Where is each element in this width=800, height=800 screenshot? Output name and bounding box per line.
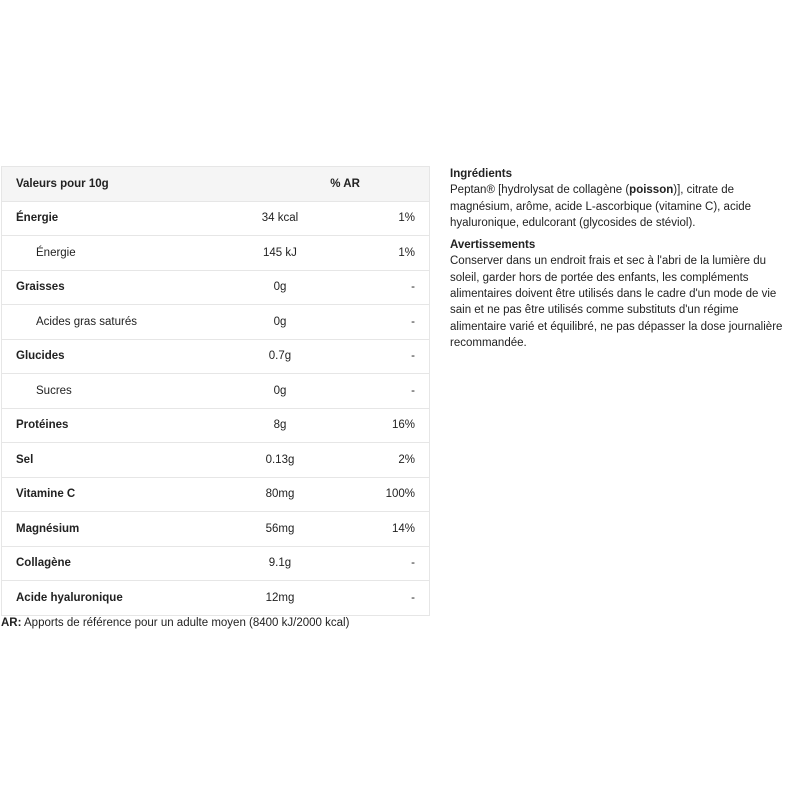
- nutrient-ar: -: [330, 339, 429, 374]
- nutrient-amount: 56mg: [230, 512, 331, 547]
- nutrition-row: [2, 443, 430, 478]
- nutrient-amount: 0g: [230, 374, 331, 409]
- nutrition-row: [2, 477, 430, 512]
- nutrition-table: [1, 166, 430, 616]
- nutrition-row: [2, 201, 430, 236]
- nutrient-amount: 145 kJ: [230, 236, 331, 271]
- nutrition-table-body: [2, 201, 430, 615]
- header-amount: [230, 167, 331, 202]
- warnings-text: Conserver dans un endroit frais et sec à l'abri de la lumière du soleil, garder hors de portée des enfants, les compléments alimentaires doivent être utilisés dans le cadre d'un mode de vie sain et ne pas être utilisés comme substituts d'un régime alimentaire varié et équilibré, ne pas dépasser la dose journalière recommandée.: [450, 255, 783, 349]
- nutrient-name: Graisses: [2, 270, 230, 305]
- nutrition-row: [2, 512, 430, 547]
- warnings-title: Avertissements: [450, 239, 536, 252]
- ar-footnote: [1, 617, 349, 629]
- nutrient-ar: 100%: [330, 477, 429, 512]
- nutrition-row: [2, 581, 430, 616]
- nutrient-ar: 2%: [330, 443, 429, 478]
- nutrient-amount: 12mg: [230, 581, 331, 616]
- ingredients-text: [450, 182, 792, 231]
- nutrient-name: Acides gras saturés: [2, 305, 230, 340]
- nutrient-amount: 8g: [230, 408, 331, 443]
- nutrition-row: [2, 339, 430, 374]
- product-details: [450, 166, 792, 357]
- nutrient-ar: 1%: [330, 236, 429, 271]
- nutrient-name: Collagène: [2, 546, 230, 581]
- footnote-label: AR:: [1, 617, 22, 629]
- nutrient-amount: 0g: [230, 305, 331, 340]
- nutrient-amount: 0.13g: [230, 443, 331, 478]
- nutrient-amount: 9.1g: [230, 546, 331, 581]
- nutrient-ar: -: [330, 581, 429, 616]
- nutrient-ar: -: [330, 546, 429, 581]
- nutrient-ar: 1%: [330, 201, 429, 236]
- nutrient-amount: 34 kcal: [230, 201, 331, 236]
- nutrient-ar: -: [330, 374, 429, 409]
- nutrient-ar: 16%: [330, 408, 429, 443]
- ingredients-text-after: )], citrate de magnésium, arôme, acide L-ascorbique (vitamine C), acide hyaluronique, edulcorant (glycosides de stéviol).: [450, 184, 752, 229]
- nutrition-row: [2, 236, 430, 271]
- footnote-text: Apports de référence pour un adulte moyen (8400 kJ/2000 kcal): [21, 617, 350, 629]
- nutrient-name: Magnésium: [2, 512, 230, 547]
- nutrition-row: [2, 546, 430, 581]
- ingredients-title: Ingrédients: [450, 168, 512, 180]
- nutrient-name: Sel: [2, 443, 230, 478]
- nutrient-amount: 0g: [230, 270, 331, 305]
- nutrient-name: Vitamine C: [2, 477, 230, 512]
- nutrition-table-header: [2, 167, 430, 202]
- nutrition-row: [2, 408, 430, 443]
- nutrient-ar: 14%: [330, 512, 429, 547]
- nutrient-ar: -: [330, 305, 429, 340]
- header-name: Valeurs pour 10g: [2, 167, 230, 202]
- header-ar: % AR: [330, 167, 429, 202]
- nutrient-name: Sucres: [2, 374, 230, 409]
- nutrient-name: Protéines: [2, 408, 230, 443]
- nutrient-ar: -: [330, 270, 429, 305]
- allergen-highlight: poisson: [629, 184, 674, 197]
- nutrient-amount: 0.7g: [230, 339, 331, 374]
- ingredients-text-before: Peptan® [hydrolysat de collagène (: [450, 184, 630, 197]
- nutrition-row: [2, 305, 430, 340]
- nutrient-name: Acide hyaluronique: [2, 581, 230, 616]
- nutrition-row: [2, 270, 430, 305]
- nutrient-name: Énergie: [2, 236, 230, 271]
- nutrient-name: Glucides: [2, 339, 230, 374]
- nutrition-row: [2, 374, 430, 409]
- nutrient-name: Énergie: [2, 201, 230, 236]
- nutrient-amount: 80mg: [230, 477, 331, 512]
